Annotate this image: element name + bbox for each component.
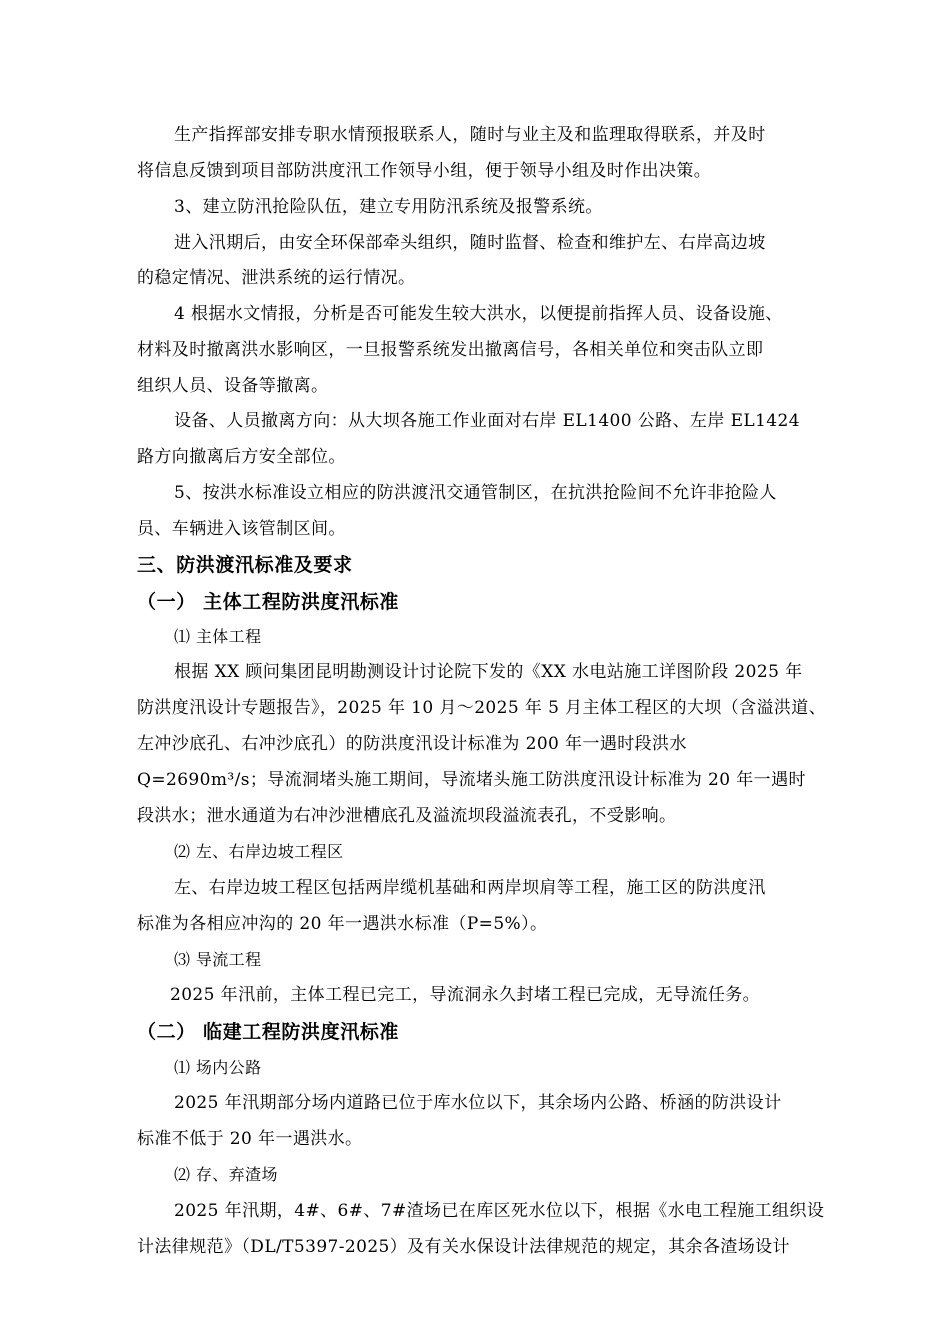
- item-heading: ⑴ 场内公路: [174, 1058, 262, 1077]
- paragraph-line: 组织人员、设备等撤离。: [137, 376, 329, 396]
- paragraph-line: 3、建立防汛抢险队伍，建立专用防汛系统及报警系统。: [174, 197, 603, 217]
- paragraph-line: 段洪水；泄水通道为右冲沙泄槽底孔及溢流坝段溢流表孔，不受影响。: [137, 806, 677, 826]
- subsection-heading: （一） 主体工程防洪度汛标准: [137, 591, 400, 613]
- paragraph-line: 计法律规范》（DL/T5397-2025）及有关水保设计法律规范的规定，其余各渣场设计: [137, 1237, 790, 1257]
- paragraph-line: 左冲沙底孔、右冲沙底孔）的防洪度汛设计标准为 200 年一遇时段洪水: [137, 734, 687, 754]
- item-heading: ⑵ 存、弃渣场: [174, 1165, 278, 1184]
- paragraph-line: Q=2690m³/s；导流洞堵头施工期间，导流堵头施工防洪度汛设计标准为 20 年一遇时: [137, 770, 806, 790]
- paragraph-line: 2025 年汛期，4#、6#、7#渣场已在库区死水位以下，根据《水电工程施工组织设: [174, 1201, 825, 1221]
- paragraph-line: 路方向撤离后方安全部位。: [137, 447, 346, 467]
- paragraph-line: 标准为各相应冲沟的 20 年一遇洪水标准（P=5%）。: [137, 914, 548, 934]
- paragraph-line: 将信息反馈到项目部防洪度汛工作领导小组，便于领导小组及时作出决策。: [137, 161, 712, 181]
- paragraph-line: 防洪度汛设计专题报告》，2025 年 10 月～2025 年 5 月主体工程区的大坝（含溢洪道、: [137, 698, 827, 718]
- subsection-heading: （二） 临建工程防洪度汛标准: [137, 1021, 400, 1043]
- item-heading: ⑴ 主体工程: [174, 627, 262, 646]
- paragraph-line: 员、车辆进入该管制区间。: [137, 519, 346, 539]
- paragraph-line: 5、按洪水标准设立相应的防洪渡汛交通管制区，在抗洪抢险间不允许非抢险人: [174, 483, 777, 503]
- paragraph-line: 进入汛期后，由安全环保部牵头组织，随时监督、检查和维护左、右岸高边坡: [174, 233, 766, 253]
- paragraph-line: 左、右岸边坡工程区包括两岸缆机基础和两岸坝肩等工程，施工区的防洪度汛: [174, 878, 766, 898]
- paragraph-line: 根据 XX 顾问集团昆明勘测设计讨论院下发的《XX 水电站施工详图阶段 2025 年: [174, 662, 803, 682]
- item-heading: ⑵ 左、右岸边坡工程区: [174, 842, 344, 861]
- item-heading: ⑶ 导流工程: [174, 950, 262, 969]
- paragraph-line: 的稳定情况、泄洪系统的运行情况。: [137, 268, 416, 288]
- paragraph-line: 2025 年汛前，主体工程已完工，导流洞永久封堵工程已完成，无导流任务。: [170, 985, 761, 1005]
- paragraph-line: 4 根据水文情报，分析是否可能发生较大洪水，以便提前指挥人员、设备设施、: [174, 304, 783, 324]
- paragraph-line: 生产指挥部安排专职水情预报联系人，随时与业主及和监理取得联系，并及时: [174, 125, 766, 145]
- paragraph-line: 材料及时撤离洪水影响区，一旦报警系统发出撤离信号，各相关单位和突击队立即: [137, 340, 764, 360]
- section-heading: 三、防洪渡汛标准及要求: [137, 554, 353, 576]
- paragraph-line: 设备、人员撤离方向：从大坝各施工作业面对右岸 EL1400 公路、左岸 EL1424: [174, 411, 800, 431]
- paragraph-line: 标准不低于 20 年一遇洪水。: [137, 1129, 363, 1149]
- paragraph-line: 2025 年汛期部分场内道路已位于库水位以下，其余场内公路、桥涵的防洪设计: [174, 1093, 782, 1113]
